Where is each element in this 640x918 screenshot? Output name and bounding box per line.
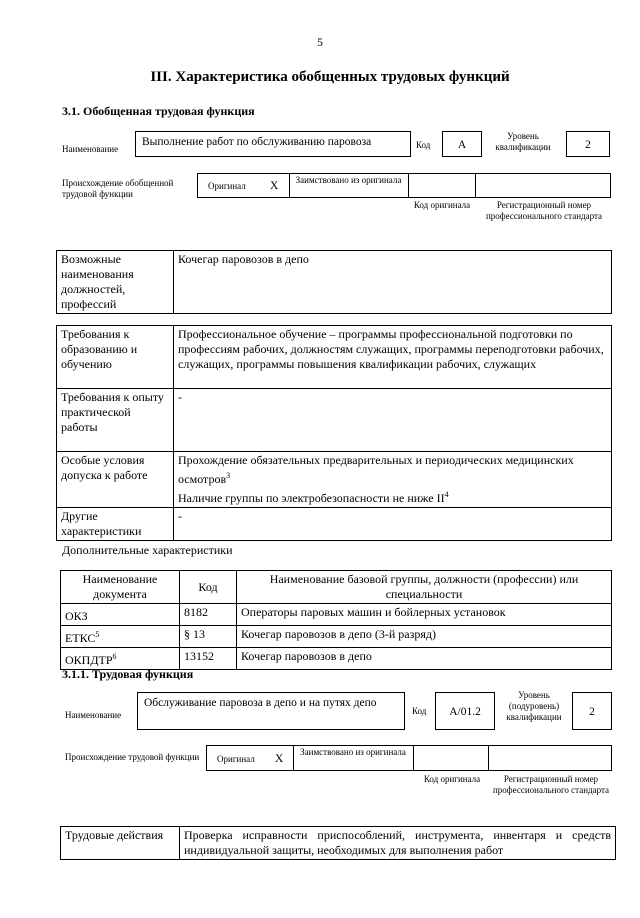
origin-table	[197, 173, 611, 198]
requirements-table	[56, 325, 612, 541]
reg-number-label: Регистрационный номер профессионального стандарта	[492, 774, 610, 795]
gtf-name-field: Выполнение работ по обслуживанию паровоза	[135, 131, 411, 157]
positions-label: Возможные наименования должностей, профессий	[57, 251, 174, 314]
admission-line-1: Прохождение обязательных предварительных и периодических медицинских осмотров	[178, 453, 574, 486]
borrowed-label: Заимствовано из оригинала	[300, 747, 406, 757]
gtf-code-field: A	[442, 131, 482, 157]
gtf-level-field: 2	[566, 131, 610, 157]
level-label: Уровень (подуровень) квалификации	[506, 690, 562, 722]
divider	[488, 746, 489, 770]
education-value: Профессиональное обучение – программы профессиональной подготовки по профессиям рабочих, должностям служащих, программы переподготовки рабочих, служащих, программы повышения квалификации рабочих, служащих	[174, 326, 612, 389]
tf-name-field: Обслуживание паровоза в депо и на путях депо	[137, 692, 405, 730]
name-label: Наименование	[62, 144, 119, 154]
table-row	[61, 626, 612, 648]
education-label: Требования к образованию и обучению	[57, 326, 174, 389]
code-cell: 13152	[180, 648, 237, 670]
admission-value	[174, 452, 612, 508]
tf-level-field: 2	[572, 692, 612, 730]
experience-value: -	[174, 389, 612, 452]
doc-cell: ОКЗ	[61, 604, 180, 626]
code-label: Код	[412, 706, 427, 716]
doc-cell: ОКПДТР$^6$	[61, 648, 180, 670]
origin-label: Происхождение трудовой функции	[65, 752, 200, 762]
admission-label: Особые условия допуска к работе	[57, 452, 174, 508]
doc-cell: ЕТКС$^5$	[61, 626, 180, 648]
original-mark: X	[270, 180, 279, 192]
footnote-ref: 4	[444, 490, 449, 499]
code-cell: § 13	[180, 626, 237, 648]
name-cell: Кочегар паровозов в депо (3-й разряд)	[237, 626, 612, 648]
col-code-header: Код	[180, 571, 237, 604]
additional-table	[60, 570, 612, 670]
additional-heading: Дополнительные характеристики	[62, 543, 233, 557]
origin-label: Происхождение обобщенной трудовой функции	[62, 178, 174, 199]
reg-number-label: Регистрационный номер профессионального стандарта	[485, 200, 603, 221]
origin-code-label: Код оригинала	[413, 200, 471, 210]
divider	[475, 174, 476, 197]
admission-line-2: Наличие группы по электробезопасности не ниже II	[178, 491, 445, 505]
col-name-header: Наименование базовой группы, должности (профессии) или специальности	[237, 571, 612, 604]
labor-actions-value: Проверка исправности приспособлений, инструмента, инвентаря и средств индивидуальной защиты, необходимых для выполнения работ	[180, 827, 616, 860]
table-row	[61, 604, 612, 626]
positions-value: Кочегар паровозов в депо	[174, 251, 612, 314]
footnote-ref: 3	[226, 471, 231, 480]
tf-code-field: A/01.2	[435, 692, 495, 730]
origin-table	[206, 745, 612, 771]
labor-actions-table	[60, 826, 616, 860]
divider	[413, 746, 414, 770]
col-doc-header: Наименование документа	[61, 571, 180, 604]
labor-actions-label: Трудовые действия	[61, 827, 180, 860]
section-heading-3-1: 3.1. Обобщенная трудовая функция	[62, 104, 255, 118]
name-cell: Операторы паровых машин и бойлерных установок	[237, 604, 612, 626]
name-label: Наименование	[65, 710, 122, 720]
code-label: Код	[416, 140, 431, 150]
original-mark: X	[275, 753, 284, 765]
borrowed-label: Заимствовано из оригинала	[295, 175, 402, 185]
level-label: Уровень квалификации	[495, 131, 551, 152]
name-cell: Кочегар паровозов в депо	[237, 648, 612, 670]
experience-label: Требования к опыту практической работы	[57, 389, 174, 452]
code-cell: 8182	[180, 604, 237, 626]
page-number: 5	[317, 37, 323, 49]
positions-table	[56, 250, 612, 314]
other-value: -	[174, 508, 612, 541]
original-label: Оригинал	[208, 181, 246, 191]
section-heading-3-1-1: 3.1.1. Трудовая функция	[62, 667, 194, 681]
divider	[408, 174, 409, 197]
origin-code-label: Код оригинала	[423, 774, 481, 784]
page-title: III. Характеристика обобщенных трудовых функций	[150, 69, 510, 85]
original-label: Оригинал	[217, 754, 255, 764]
other-label: Другие характеристики	[57, 508, 174, 541]
